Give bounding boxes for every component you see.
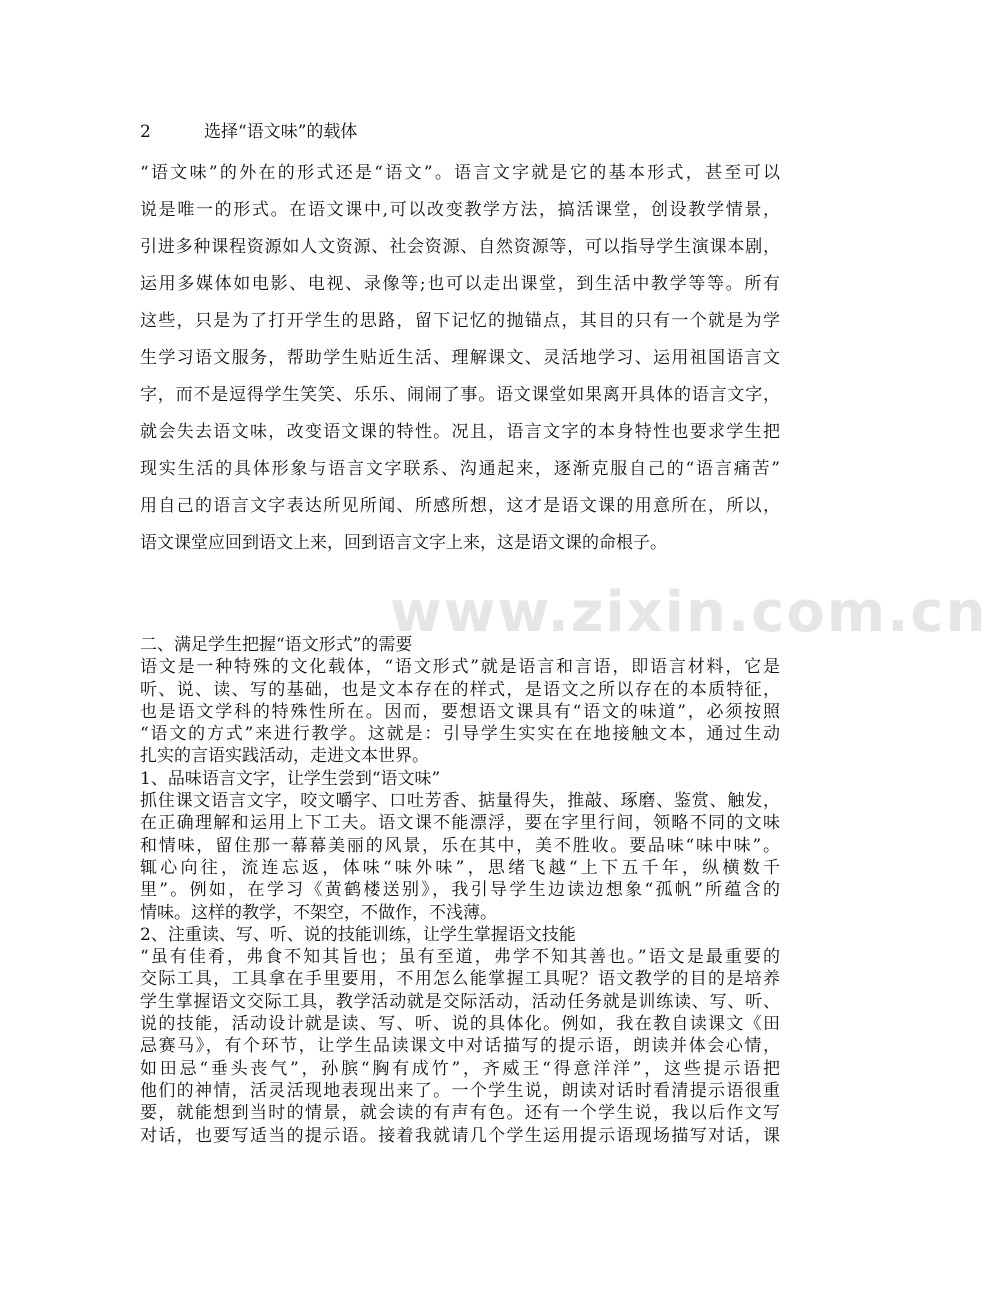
text-line: 语文是一种特殊的文化载体，“语文形式”就是语言和言语，即语言材料，它是 (140, 657, 780, 678)
text-line: 抓住课文语言文字，咬文嚼字、口吐芳香、掂量得失，推敲、琢磨、鉴赏、触发， (140, 791, 780, 812)
paragraph-block-double-spaced (140, 155, 780, 562)
text-line: 交际工具，工具拿在手里要用，不用怎么能掌握工具呢？语文教学的目的是培养 (140, 969, 780, 990)
text-line: 如田忌“垂头丧气”，孙膑“胸有成竹”，齐威王“得意洋洋”，这些提示语把 (140, 1058, 780, 1079)
text-line: 现实生活的具体形象与语言文字联系、沟通起来，逐渐克服自己的“语言痛苦” (140, 459, 780, 479)
text-line: 扎实的言语实践活动，走进文本世界。 (140, 746, 429, 767)
text-line: 情味。这样的教学，不架空，不做作，不浅薄。 (140, 902, 497, 923)
section-title: 选择“语文味”的载体 (204, 122, 358, 142)
text-line: 学生掌握语文交际工具，教学活动就是交际活动，活动任务就是训练读、写、听、 (140, 991, 780, 1012)
text-line: 引进多种课程资源如人文资源、社会资源、自然资源等，可以指导学生演课本剧， (140, 237, 780, 257)
text-line: “虽有佳肴，弗食不知其旨也；虽有至道，弗学不知其善也。”语文是最重要的 (140, 947, 780, 968)
text-line: 二、满足学生把握“语文形式”的需要 (140, 635, 413, 655)
text-line: 2、注重读、写、听、说的技能训练，让学生掌握语文技能 (140, 924, 576, 945)
text-line: 对话，也要写适当的提示语。接着我就请几个学生运用提示语现场描写对话，课 (140, 1125, 780, 1146)
text-line: 在正确理解和运用上下工夫。语文课不能漂浮，要在字里行间，领略不同的文味 (140, 813, 780, 834)
text-line: 说是唯一的形式。在语文课中,可以改变教学方法，搞活课堂，创设教学情景， (140, 200, 780, 220)
text-line: 这些，只是为了打开学生的思路，留下记忆的抛锚点，其目的只有一个就是为学 (140, 311, 780, 331)
text-line: 说的技能，活动设计就是读、写、听、说的具体化。例如，我在教自读课文《田 (140, 1014, 780, 1035)
text-line: 生学习语文服务，帮助学生贴近生活、理解课文、灵活地学习、运用祖国语言文 (140, 348, 780, 368)
text-line: 运用多媒体如电影、电视、录像等;也可以走出课堂，到生活中教学等等。所有 (140, 274, 780, 294)
text-line: 忌赛马》，有个环节，让学生品读课文中对话描写的提示语，朗读并体会心情， (140, 1036, 780, 1057)
text-line: 里”。例如，在学习《黄鹤楼送别》，我引导学生边读边想象“孤帆”所蕴含的 (140, 880, 780, 901)
watermark: www.zixin.com.cn (390, 580, 988, 645)
text-line: 也是语文学科的特殊性所在。因而，要想语文课具有“语文的味道”，必须按照 (140, 701, 780, 722)
paragraph-block-single-spaced (140, 634, 780, 1147)
text-line: 辄心向往，流连忘返，体味“味外味”，思绪飞越“上下五千年，纵横数千 (140, 857, 780, 878)
text-line: 1、品味语言文字，让学生尝到“语文味” (140, 768, 441, 789)
text-line: 要，就能想到当时的情景，就会读的有声有色。还有一个学生说，我以后作文写 (140, 1103, 780, 1124)
text-line: 他们的神情，活灵活现地表现出来了。一个学生说，朗读对话时看清提示语很重 (140, 1080, 780, 1101)
text-line: 字，而不是逗得学生笑笑、乐乐、闹闹了事。语文课堂如果离开具体的语言文字， (140, 385, 780, 405)
text-line: “语文的方式”来进行教学。这就是：引导学生实实在在地接触文本，通过生动 (140, 724, 780, 745)
text-line: 听、说、读、写的基础，也是文本存在的样式，是语文之所以存在的本质特征， (140, 679, 780, 700)
text-line: 用自己的语言文字表达所见所闻、所感所想，这才是语文课的用意所在，所以， (140, 496, 780, 516)
text-line: “语文味”的外在的形式还是“语文”。语言文字就是它的基本形式，甚至可以 (140, 163, 780, 183)
section-heading (140, 120, 780, 144)
section-number: 2 (140, 122, 151, 142)
text-line: 语文课堂应回到语文上来，回到语言文字上来，这是语文课的命根子。 (140, 533, 667, 553)
text-line: 就会失去语文味，改变语文课的特性。况且，语言文字的本身特性也要求学生把 (140, 422, 780, 442)
text-line: 和情味，留住那一幕幕美丽的风景，乐在其中，美不胜收。要品味“味中味”。 (140, 835, 780, 856)
